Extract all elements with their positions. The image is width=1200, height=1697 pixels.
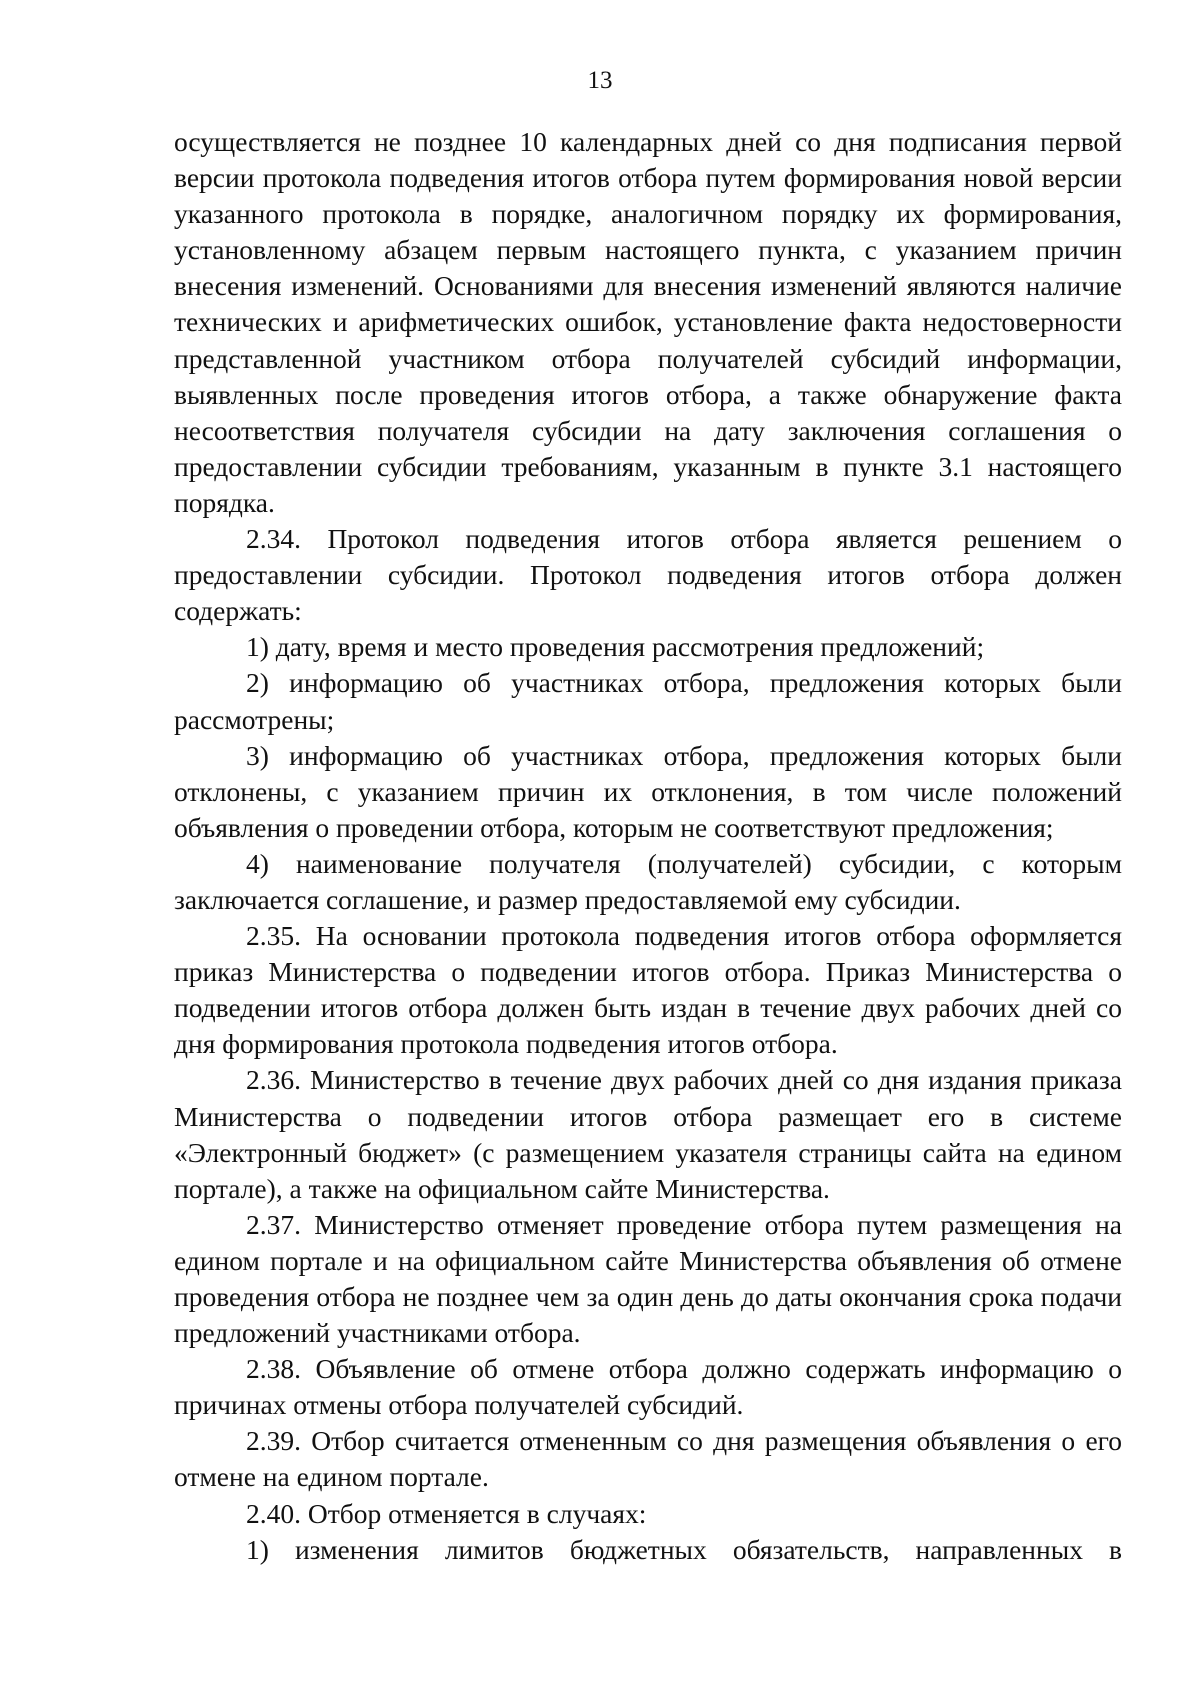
- paragraph-2-39: 2.39. Отбор считается отмененным со дня размещения объявления о его отмене на едином портале.: [174, 1425, 1122, 1493]
- list-item-2-40-1: 1) изменения лимитов бюджетных обязательств, направленных в: [246, 1533, 1122, 1565]
- list-item-3: 3) информацию об участниках отбора, предложения которых были отклонены, с указанием причин их отклонения, в том числе положений объявления о проведении отбора, которым не соответствуют предложения;: [174, 739, 1122, 843]
- paragraph-continuation: осуществляется не позднее 10 календарных дней со дня подписания первой версии протокола подведения итогов отбора путем формирования новой версии указанного протокола в порядке, аналогичном порядку их формирования, установленному абзацем первым настоящего пункта, с указанием причин внесения изменений. Основаниями для внесения изменений являются наличие технических и арифметических ошибок, установление факта недостоверности представленной участником отбора получателей субсидий информации, выявленных после проведения итогов отбора, а также обнаружение факта несоответствия получателя субсидии на дату заключения соглашения о предоставлении субсидии требованиям, указанным в пункте 3.1 настоящего порядка.: [174, 126, 1122, 518]
- list-item-1: 1) дату, время и место проведения рассмотрения предложений;: [246, 631, 985, 663]
- paragraph-2-40: 2.40. Отбор отменяется в случаях:: [246, 1497, 647, 1529]
- list-item-2: 2) информацию об участниках отбора, предложения которых были рассмотрены;: [174, 667, 1122, 735]
- page-number: 13: [587, 67, 613, 94]
- paragraph-2-34: 2.34. Протокол подведения итогов отбора является решением о предоставлении субсидии. Протокол подведения итогов отбора должен содержать:: [174, 523, 1122, 627]
- document-body: [174, 124, 1122, 1568]
- paragraph-2-37: 2.37. Министерство отменяет проведение отбора путем размещения на едином портале и на официальном сайте Министерства объявления об отмене проведения отбора не позднее чем за один день до даты окончания срока подачи предложений участниками отбора.: [174, 1208, 1122, 1349]
- paragraph-2-38: 2.38. Объявление об отмене отбора должно содержать информацию о причинах отмены отбора получателей субсидий.: [174, 1353, 1122, 1421]
- paragraph-2-35: 2.35. На основании протокола подведения итогов отбора оформляется приказ Министерства о подведении итогов отбора. Приказ Министерства о подведении итогов отбора должен быть издан в течение двух рабочих дней со дня формирования протокола подведения итогов отбора.: [174, 920, 1122, 1060]
- paragraph-2-36: 2.36. Министерство в течение двух рабочих дней со дня издания приказа Министерства о подведении итогов отбора размещает его в системе «Электронный бюджет» (с размещением указателя страницы сайта на едином портале), а также на официальном сайте Министерства.: [174, 1064, 1122, 1204]
- list-item-4: 4) наименование получателя (получателей) субсидии, с которым заключается соглашение, и размер предоставляемой ему субсидии.: [174, 847, 1122, 915]
